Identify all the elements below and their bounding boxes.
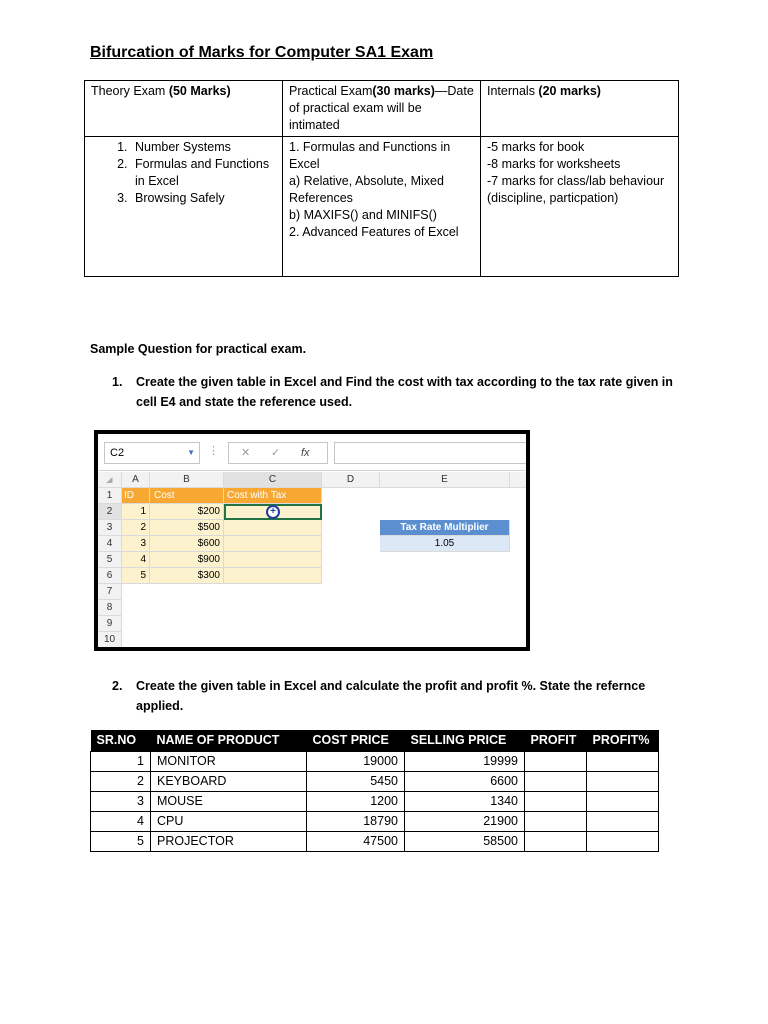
- column-header: A: [122, 472, 150, 488]
- profit-cell: [525, 752, 587, 772]
- profit-table: [90, 730, 659, 852]
- list-item: 3. Browsing Safely: [131, 190, 276, 207]
- sr-no-cell: 1: [91, 752, 151, 772]
- profit-table-header-row: [91, 730, 659, 752]
- id-cell: 4: [122, 552, 150, 568]
- profit-cell: [525, 772, 587, 792]
- page-title: Bifurcation of Marks for Computer SA1 Exam: [90, 44, 434, 61]
- product-name-cell: CPU: [151, 812, 307, 832]
- table-row: [91, 832, 659, 852]
- selling-price-cell: 58500: [405, 832, 525, 852]
- practical-topics-cell: [283, 137, 481, 277]
- list-item: -7 marks for class/lab behaviour (discipline, particpation): [487, 174, 665, 205]
- cost-price-cell: 5450: [307, 772, 405, 792]
- product-name-cell: MONITOR: [151, 752, 307, 772]
- cost-price-cell: 47500: [307, 832, 405, 852]
- check-icon: ✓: [271, 447, 281, 459]
- column-header: C: [224, 472, 322, 488]
- cost-cell: $300: [150, 568, 224, 584]
- cost-cell: $600: [150, 536, 224, 552]
- formula-input: [334, 442, 530, 464]
- list-item: -5 marks for book: [487, 140, 585, 154]
- table-row: [91, 752, 659, 772]
- column-header: B: [150, 472, 224, 488]
- selling-price-cell: 1340: [405, 792, 525, 812]
- selling-price-cell: 6600: [405, 772, 525, 792]
- internals-breakdown-cell: [481, 137, 679, 277]
- product-name-cell: KEYBOARD: [151, 772, 307, 792]
- internals-marks: (20 marks): [538, 84, 601, 98]
- question-1: [112, 372, 682, 412]
- name-box: [104, 442, 200, 464]
- list-item: a) Relative, Absolute, Mixed References: [289, 174, 444, 205]
- dropdown-arrow-icon: ▼: [187, 448, 195, 457]
- function-icon: fx: [301, 447, 310, 459]
- theory-topics-list: [91, 139, 276, 207]
- cursor-icon: +: [266, 505, 280, 519]
- list-item: -8 marks for worksheets: [487, 157, 621, 171]
- column-header-blank: [510, 472, 530, 488]
- id-cell: 2: [122, 520, 150, 536]
- cancel-icon: ✕: [241, 447, 251, 459]
- cost-with-tax-cell: [224, 552, 322, 568]
- tax-rate-value-cell: 1.05: [380, 536, 510, 552]
- list-item: 2. Advanced Features of Excel: [289, 225, 459, 239]
- row-header: 8: [98, 600, 122, 616]
- row-header: 5: [98, 552, 122, 568]
- question-text: Create the given table in Excel and calculate the profit and profit %. State the refernce applied.: [136, 679, 646, 713]
- cost-cell: $200: [150, 504, 224, 520]
- profit-cell: [525, 832, 587, 852]
- id-cell: 1: [122, 504, 150, 520]
- question-2: [112, 676, 682, 716]
- practical-header-text: Practical Exam: [289, 84, 373, 98]
- cost-with-tax-cell: [224, 568, 322, 584]
- id-cell: 5: [122, 568, 150, 584]
- table-row: [91, 772, 659, 792]
- formula-bar: [98, 434, 526, 471]
- column-header: PROFIT: [525, 730, 587, 752]
- cost-header-cell: Cost: [150, 488, 224, 504]
- formula-buttons: [228, 442, 328, 464]
- internals-header-text: Internals: [487, 84, 539, 98]
- id-cell: 3: [122, 536, 150, 552]
- theory-exam-header: [85, 81, 283, 137]
- row-header: 7: [98, 584, 122, 600]
- marks-table-body-row: [85, 137, 679, 277]
- practical-marks: (30 marks): [372, 84, 435, 98]
- cost-price-cell: 1200: [307, 792, 405, 812]
- cost-cell: $900: [150, 552, 224, 568]
- sample-question-heading: Sample Question for practical exam.: [90, 342, 307, 356]
- profit-percent-cell: [587, 752, 659, 772]
- table-row: [91, 812, 659, 832]
- row-header: 3: [98, 520, 122, 536]
- cost-price-cell: 18790: [307, 812, 405, 832]
- sr-no-cell: 3: [91, 792, 151, 812]
- profit-percent-cell: [587, 792, 659, 812]
- row-header: 4: [98, 536, 122, 552]
- row-header: 9: [98, 616, 122, 632]
- practical-header-note: —Date of practical exam will be intimated: [289, 84, 474, 132]
- row-header: 2: [98, 504, 122, 520]
- profit-percent-cell: [587, 772, 659, 792]
- question-text: Create the given table in Excel and Find the cost with tax according to the tax rate given in cell E4 and state the reference used.: [136, 375, 673, 409]
- product-name-cell: MOUSE: [151, 792, 307, 812]
- sr-no-cell: 5: [91, 832, 151, 852]
- column-header: E: [380, 472, 510, 488]
- marks-bifurcation-table: [84, 80, 679, 277]
- table-row: [91, 792, 659, 812]
- row-header: 1: [98, 488, 122, 504]
- profit-cell: [525, 812, 587, 832]
- excel-screenshot: [94, 430, 530, 651]
- column-header: PROFIT%: [587, 730, 659, 752]
- cost-with-tax-cell: [224, 536, 322, 552]
- column-header: SELLING PRICE: [405, 730, 525, 752]
- column-header: NAME OF PRODUCT: [151, 730, 307, 752]
- select-all-corner: ◢: [98, 472, 122, 488]
- theory-header-text: Theory Exam: [91, 84, 169, 98]
- selling-price-cell: 21900: [405, 812, 525, 832]
- cost-with-tax-header-cell: Cost with Tax: [224, 488, 322, 504]
- practical-exam-header: [283, 81, 481, 137]
- profit-percent-cell: [587, 832, 659, 852]
- sr-no-cell: 4: [91, 812, 151, 832]
- internals-header: [481, 81, 679, 137]
- profit-percent-cell: [587, 812, 659, 832]
- product-name-cell: PROJECTOR: [151, 832, 307, 852]
- name-box-value: C2: [110, 447, 125, 459]
- theory-marks: (50 Marks): [168, 84, 231, 98]
- list-item: 1. Number Systems: [131, 139, 276, 156]
- list-item: 1. Formulas and Functions in Excel: [289, 140, 451, 171]
- column-header: D: [322, 472, 380, 488]
- tax-rate-label-cell: Tax Rate Multiplier: [380, 520, 510, 536]
- row-header: 10: [98, 632, 122, 648]
- cost-with-tax-cell: [224, 520, 322, 536]
- selling-price-cell: 19999: [405, 752, 525, 772]
- question-number: 1.: [112, 375, 123, 389]
- column-header: COST PRICE: [307, 730, 405, 752]
- column-header: SR.NO: [91, 730, 151, 752]
- more-options-icon: ⋮: [208, 445, 219, 457]
- cost-price-cell: 19000: [307, 752, 405, 772]
- row-header: 6: [98, 568, 122, 584]
- id-header-cell: ID: [122, 488, 150, 504]
- profit-cell: [525, 792, 587, 812]
- list-item: b) MAXIFS() and MINIFS(): [289, 208, 437, 222]
- list-item: 2. Formulas and Functions in Excel: [131, 156, 276, 190]
- question-number: 2.: [112, 679, 123, 693]
- cost-cell: $500: [150, 520, 224, 536]
- sr-no-cell: 2: [91, 772, 151, 792]
- theory-topics-cell: [85, 137, 283, 277]
- marks-table-header-row: [85, 81, 679, 137]
